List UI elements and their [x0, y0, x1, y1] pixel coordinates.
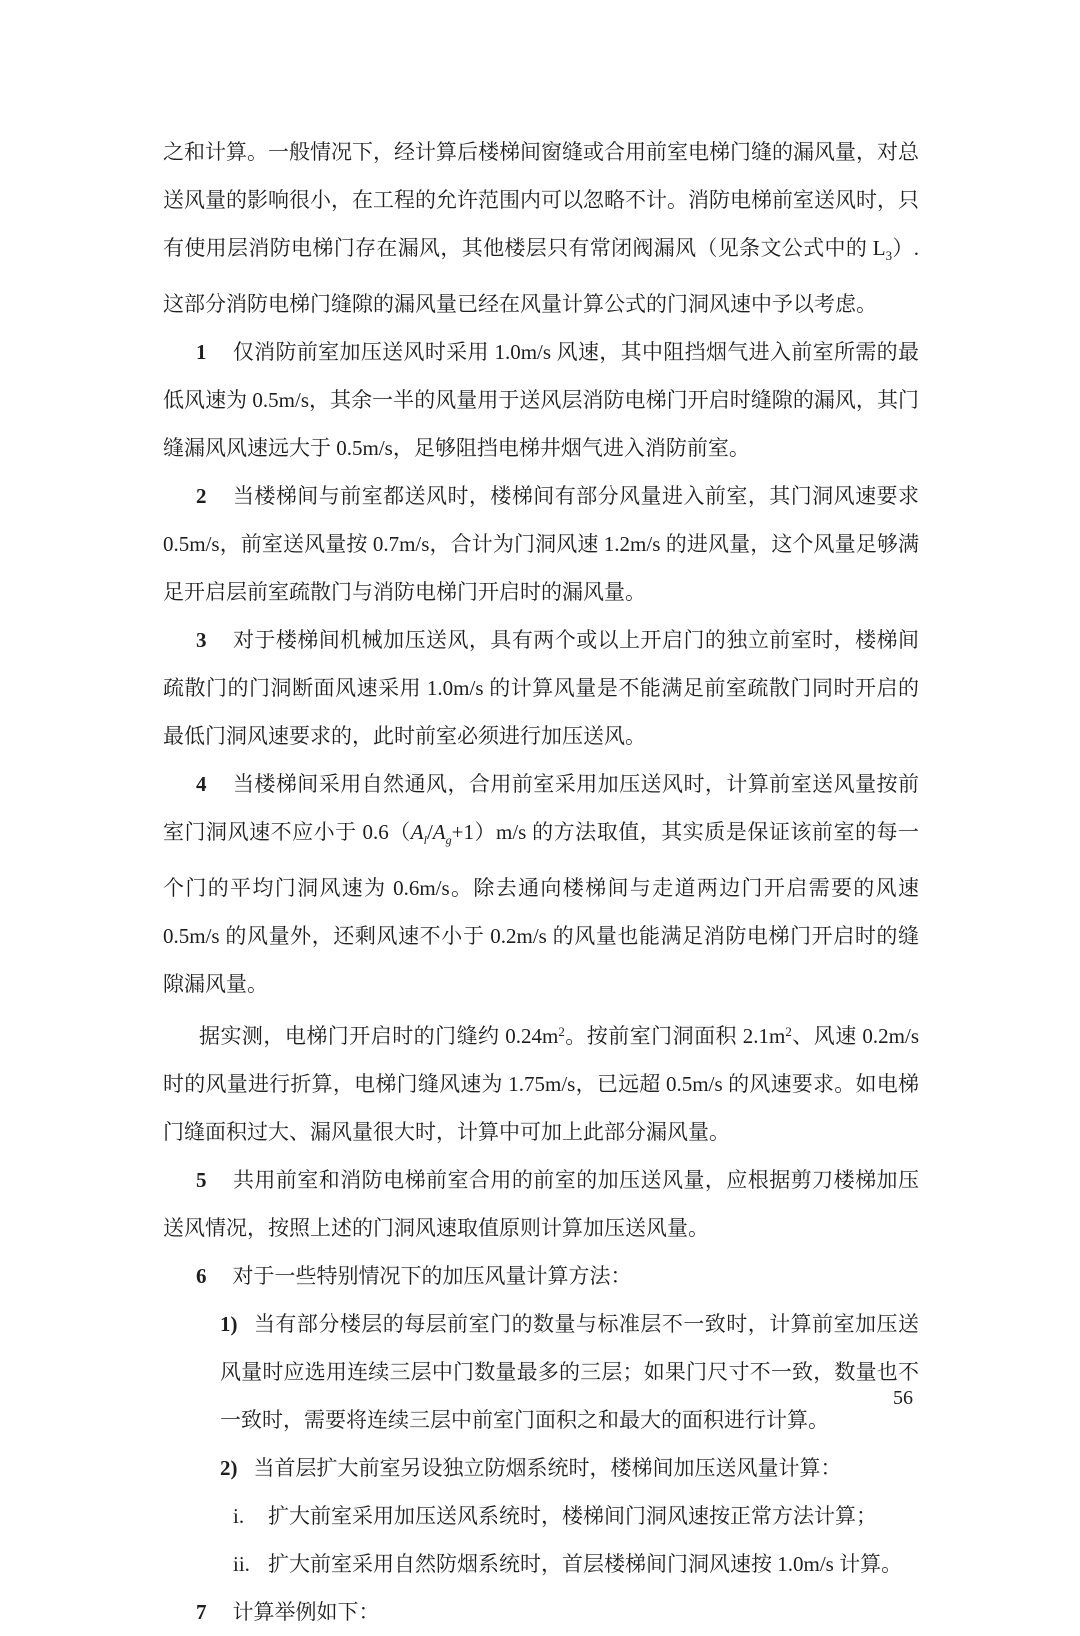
item-number: ii. [233, 1552, 250, 1576]
text-segment: 对于一些特别情况下的加压风量计算方法： [232, 1264, 632, 1288]
paragraph [233, 1492, 919, 1540]
text-segment: 对于楼梯间机械加压送风，具有两个或以上开启门的独立前室时，楼梯间疏散门的门洞断面风速采用 1.0m/s 的计算风量是不能满足前室疏散门同时开启的最低门洞风速要求的，此时前室必须进行加压送风。 [163, 628, 919, 748]
text-segment: 当首层扩大前室另设独立防烟系统时，楼梯间加压送风量计算： [253, 1456, 842, 1480]
text-segment: / [426, 820, 433, 844]
text-segment: 2 [558, 1024, 565, 1039]
paragraph [163, 128, 919, 328]
item-number: 2) [220, 1456, 238, 1480]
text-segment: 当有部分楼层的每层前室门的数量与标准层不一致时，计算前室加压送风量时应选用连续三层中门数量最多的三层；如果门尺寸不一致，数量也不一致时，需要将连续三层中前室门面积之和最大的面积进行计算。 [220, 1312, 919, 1432]
paragraph [220, 1444, 919, 1492]
paragraph [163, 328, 919, 472]
paragraph [163, 760, 919, 1008]
text-segment: +1）m/s 的方法取值，其实质是保证该前室的每一个门的平均门洞风速为 0.6m/s。除去通向楼梯间与走道两边门开启需要的风速 0.5m/s 的风量外，还剩风速不小于 0.2m/s 的风量也能满足消防电梯门开启时的缝隙漏风量。 [163, 820, 920, 996]
page-number: 56 [893, 1387, 913, 1409]
paragraph [220, 1300, 919, 1444]
text-segment: l [423, 833, 427, 847]
paragraph [163, 1008, 919, 1156]
item-number: 4 [196, 772, 207, 796]
item-number: i. [233, 1504, 245, 1528]
text-segment: 当楼梯间与前室都送风时，楼梯间有部分风量进入前室，其门洞风速要求 0.5m/s，前室送风量按 0.7m/s，合计为门洞风速 1.2m/s 的进风量，这个风量足够满足开启层前室疏散门与消防电梯门开启时的漏风量。 [163, 484, 919, 604]
paragraph [163, 616, 919, 760]
text-segment: 扩大前室采用加压送风系统时，楼梯间门洞风速按正常方法计算； [268, 1504, 877, 1528]
text-segment: A [410, 820, 424, 844]
text-segment: 扩大前室采用自然防烟系统时，首层楼梯间门洞风速按 1.0m/s 计算。 [268, 1552, 903, 1576]
text-segment: 3 [885, 248, 893, 263]
text-segment: 共用前室和消防电梯前室合用的前室的加压送风量，应根据剪刀楼梯加压送风情况，按照上述的门洞风速取值原则计算加压送风量。 [163, 1168, 919, 1240]
text-segment: 仅消防前室加压送风时采用 1.0m/s 风速，其中阻挡烟气进入前室所需的最低风速为 0.5m/s，其余一半的风量用于送风层消防电梯门开启时缝隙的漏风，其门缝漏风风速远大于 0.5m/s，足够阻挡电梯井烟气进入消防前室。 [163, 340, 919, 460]
text-segment: 。按前室门洞面积 2.1m [564, 1024, 786, 1048]
paragraph [163, 1252, 919, 1300]
text-segment: 、风速 0.2m/s 时的风量进行折算，电梯门缝风速为 1.75m/s，已远超 0.5m/s 的风速要求。如电梯门缝面积过大、漏风量很大时，计算中可加上此部分漏风量。 [163, 1024, 919, 1144]
paragraph [163, 1588, 919, 1636]
text-segment: ）. 这部分消防电梯门缝隙的漏风量已经在风量计算公式的门洞风速中予以考虑。 [163, 236, 920, 316]
text-segment: A [432, 820, 446, 844]
text-block [163, 128, 919, 1636]
text-segment: 2 [785, 1024, 792, 1039]
paragraph [233, 1540, 919, 1588]
item-number: 1 [196, 340, 207, 364]
text-segment: 当楼梯间采用自然通风，合用前室采用加压送风时，计算前室送风量按前室门洞风速不应小于 0.6（ [163, 772, 919, 844]
item-number: 2 [196, 484, 207, 508]
text-segment: 计算举例如下： [232, 1600, 380, 1624]
text-segment: 据实测，电梯门开启时的门缝约 0.24m [199, 1024, 559, 1048]
text-segment: 之和计算。一般情况下，经计算后楼梯间窗缝或合用前室电梯门缝的漏风量，对总送风量的影响很小，在工程的允许范围内可以忽略不计。消防电梯前室送风时，只有使用层消防电梯门存在漏风，其他楼层只有常闭阀漏风（见条文公式中的 L [163, 140, 919, 260]
item-number: 7 [196, 1600, 207, 1624]
paragraph [163, 472, 919, 616]
paragraph [163, 1156, 919, 1252]
text-segment: g [445, 833, 452, 847]
item-number: 3 [196, 628, 207, 652]
item-number: 5 [196, 1168, 207, 1192]
item-number: 1) [220, 1312, 238, 1336]
item-number: 6 [196, 1264, 207, 1288]
